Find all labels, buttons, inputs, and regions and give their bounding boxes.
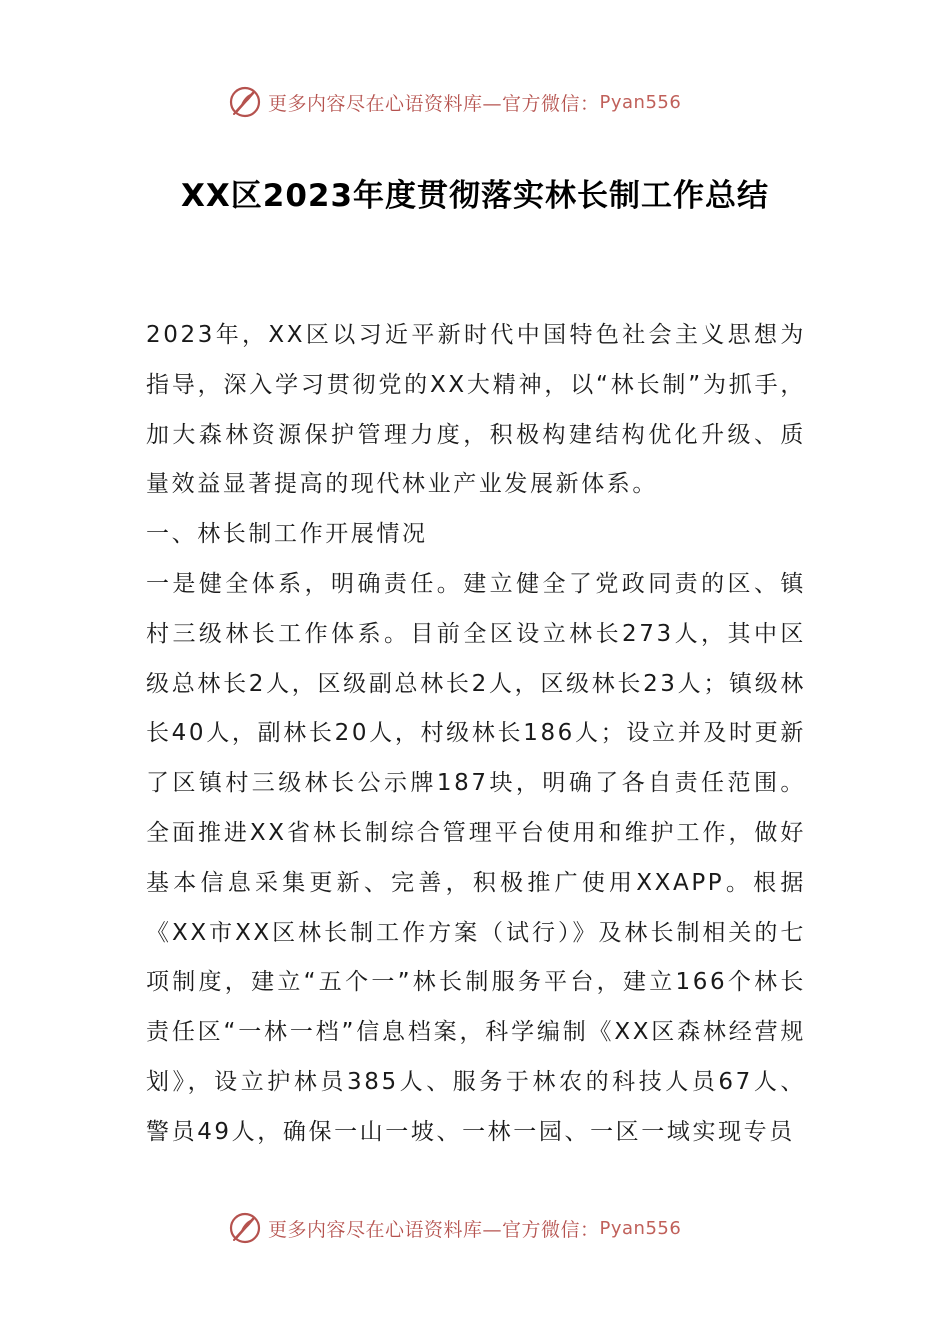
paragraph-intro: 2023年，XX区以习近平新时代中国特色社会主义思想为指导，深入学习贯彻党的XX大精神，以“林长制”为抓手，加大森林资源保护管理力度，积极构建结构优化升级、质量效益显著提高的现代林业产业发展新体系。 [146,322,806,498]
watermark-text: 更多内容尽在心语资料库—官方微信： [268,92,600,115]
watermark-handle: Pyan556 [599,1217,682,1239]
footer-watermark [228,1210,681,1246]
quill-logo-icon [228,85,262,119]
section-heading: 一、林长制工作开展情况 [146,521,428,548]
paragraph-system: 一是健全体系，明确责任。建立健全了党政同责的区、镇村三级林长工作体系。目前全区设立林长273人，其中区级总林长2人，区级副总林长2人，区级林长23人；镇级林长40人，副林长20人，村级林长186人；设立并及时更新了区镇村三级林长公示牌187块，明确了各自责任范围。全面推进XX省林长制综合管理平台使用和维护工作，做好基本信息采集更新、完善，积极推广使用XXAPP。根据《XX市XX区林长制工作方案（试行）》及林长制相关的七项制度，建立“五个一”林长制服务平台，建立166个林长责任区“一林一档”信息档案，科学编制《XX区森林经营规划》，设立护林员385人、服务于林农的科技人员67人、警员49人，确保一山一坡、一林一园、一区一域实现专员 [146,570,806,1145]
header-watermark [228,84,681,120]
watermark-handle: Pyan556 [599,91,682,113]
document-body [146,311,806,1158]
document-title: XX区2023年度贯彻落实林长制工作总结 [180,178,770,214]
quill-logo-icon [228,1211,262,1245]
watermark-text: 更多内容尽在心语资料库—官方微信： [268,1218,600,1241]
